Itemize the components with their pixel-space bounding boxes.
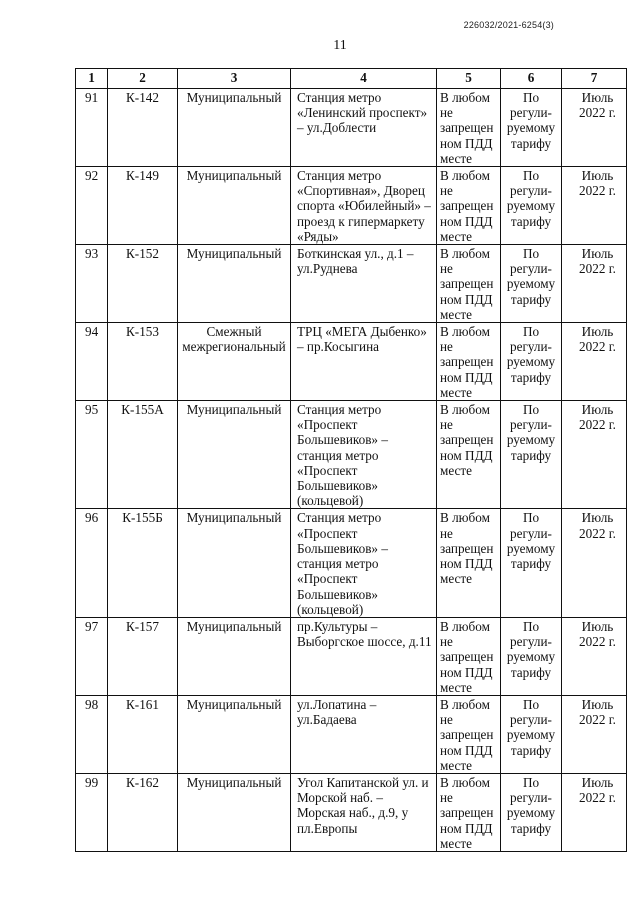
table-row [76, 245, 627, 323]
route-path-cell: Станция метро «Проспект Большевиков» – станция метро «Проспект Большевиков» (кольцевой) [291, 401, 437, 509]
column-header: 5 [437, 69, 501, 89]
route-path-cell: Угол Капитанской ул. и Морской наб. – Морская наб., д.9, у пл.Европы [291, 773, 437, 851]
route-path-cell: Станция метро «Ленинский проспект» – ул.Доблести [291, 89, 437, 167]
start-date-cell: Июль 2022 г. [562, 617, 627, 695]
header-row [76, 69, 627, 89]
boarding-cell: В любом не запрещенном ПДД месте [437, 509, 501, 617]
route-number-cell: 97 [76, 617, 108, 695]
route-path-cell: Боткинская ул., д.1 – ул.Руднева [291, 245, 437, 323]
route-code-cell: К-155А [108, 401, 178, 509]
route-number-cell: 95 [76, 401, 108, 509]
table-row [76, 323, 627, 401]
route-code-cell: К-152 [108, 245, 178, 323]
route-type-cell: Муниципальный [178, 401, 291, 509]
start-date-cell: Июль 2022 г. [562, 89, 627, 167]
route-path-cell: Станция метро «Спортивная», Дворец спорта «Юбилейный» – проезд к гипермаркету «Ряды» [291, 167, 437, 245]
boarding-cell: В любом не запрещенном ПДД месте [437, 89, 501, 167]
route-type-cell: Муниципальный [178, 695, 291, 773]
route-number-cell: 96 [76, 509, 108, 617]
route-type-cell: Смежный межрегиональный [178, 323, 291, 401]
boarding-cell: В любом не запрещенном ПДД месте [437, 695, 501, 773]
route-code-cell: К-142 [108, 89, 178, 167]
column-header: 2 [108, 69, 178, 89]
boarding-cell: В любом не запрещенном ПДД месте [437, 401, 501, 509]
tariff-cell: По регули-руемому тарифу [501, 401, 562, 509]
route-type-cell: Муниципальный [178, 617, 291, 695]
route-type-cell: Муниципальный [178, 89, 291, 167]
route-code-cell: К-157 [108, 617, 178, 695]
route-number-cell: 99 [76, 773, 108, 851]
tariff-cell: По регули-руемому тарифу [501, 323, 562, 401]
table-row [76, 401, 627, 509]
route-number-cell: 93 [76, 245, 108, 323]
start-date-cell: Июль 2022 г. [562, 509, 627, 617]
routes-table [75, 68, 627, 852]
table-row [76, 89, 627, 167]
tariff-cell: По регули-руемому тарифу [501, 167, 562, 245]
table-row [76, 617, 627, 695]
tariff-cell: По регули-руемому тарифу [501, 617, 562, 695]
route-code-cell: К-155Б [108, 509, 178, 617]
route-type-cell: Муниципальный [178, 167, 291, 245]
route-type-cell: Муниципальный [178, 509, 291, 617]
column-header: 1 [76, 69, 108, 89]
tariff-cell: По регули-руемому тарифу [501, 89, 562, 167]
route-number-cell: 92 [76, 167, 108, 245]
start-date-cell: Июль 2022 г. [562, 773, 627, 851]
column-header: 7 [562, 69, 627, 89]
page-number: 11 [333, 38, 347, 53]
start-date-cell: Июль 2022 г. [562, 167, 627, 245]
start-date-cell: Июль 2022 г. [562, 695, 627, 773]
table-row [76, 509, 627, 617]
column-header: 6 [501, 69, 562, 89]
start-date-cell: Июль 2022 г. [562, 401, 627, 509]
boarding-cell: В любом не запрещенном ПДД месте [437, 245, 501, 323]
tariff-cell: По регули-руемому тарифу [501, 695, 562, 773]
boarding-cell: В любом не запрещенном ПДД месте [437, 167, 501, 245]
table-row [76, 167, 627, 245]
route-path-cell: Станция метро «Проспект Большевиков» – станция метро «Проспект Большевиков» (кольцевой) [291, 509, 437, 617]
tariff-cell: По регули-руемому тарифу [501, 509, 562, 617]
boarding-cell: В любом не запрещенном ПДД месте [437, 323, 501, 401]
column-header: 4 [291, 69, 437, 89]
route-number-cell: 91 [76, 89, 108, 167]
route-path-cell: ул.Лопатина – ул.Бадаева [291, 695, 437, 773]
route-path-cell: ТРЦ «МЕГА Дыбенко» – пр.Косыгина [291, 323, 437, 401]
table-row [76, 695, 627, 773]
tariff-cell: По регули-руемому тарифу [501, 245, 562, 323]
tariff-cell: По регули-руемому тарифу [501, 773, 562, 851]
route-type-cell: Муниципальный [178, 245, 291, 323]
boarding-cell: В любом не запрещенном ПДД месте [437, 617, 501, 695]
route-type-cell: Муниципальный [178, 773, 291, 851]
route-code-cell: К-162 [108, 773, 178, 851]
table-row [76, 773, 627, 851]
document-id: 226032/2021-6254(3) [463, 20, 554, 30]
route-number-cell: 94 [76, 323, 108, 401]
route-path-cell: пр.Культуры – Выборгское шоссе, д.11 [291, 617, 437, 695]
column-header: 3 [178, 69, 291, 89]
route-code-cell: К-153 [108, 323, 178, 401]
boarding-cell: В любом не запрещенном ПДД месте [437, 773, 501, 851]
start-date-cell: Июль 2022 г. [562, 323, 627, 401]
route-code-cell: К-161 [108, 695, 178, 773]
route-code-cell: К-149 [108, 167, 178, 245]
start-date-cell: Июль 2022 г. [562, 245, 627, 323]
route-number-cell: 98 [76, 695, 108, 773]
